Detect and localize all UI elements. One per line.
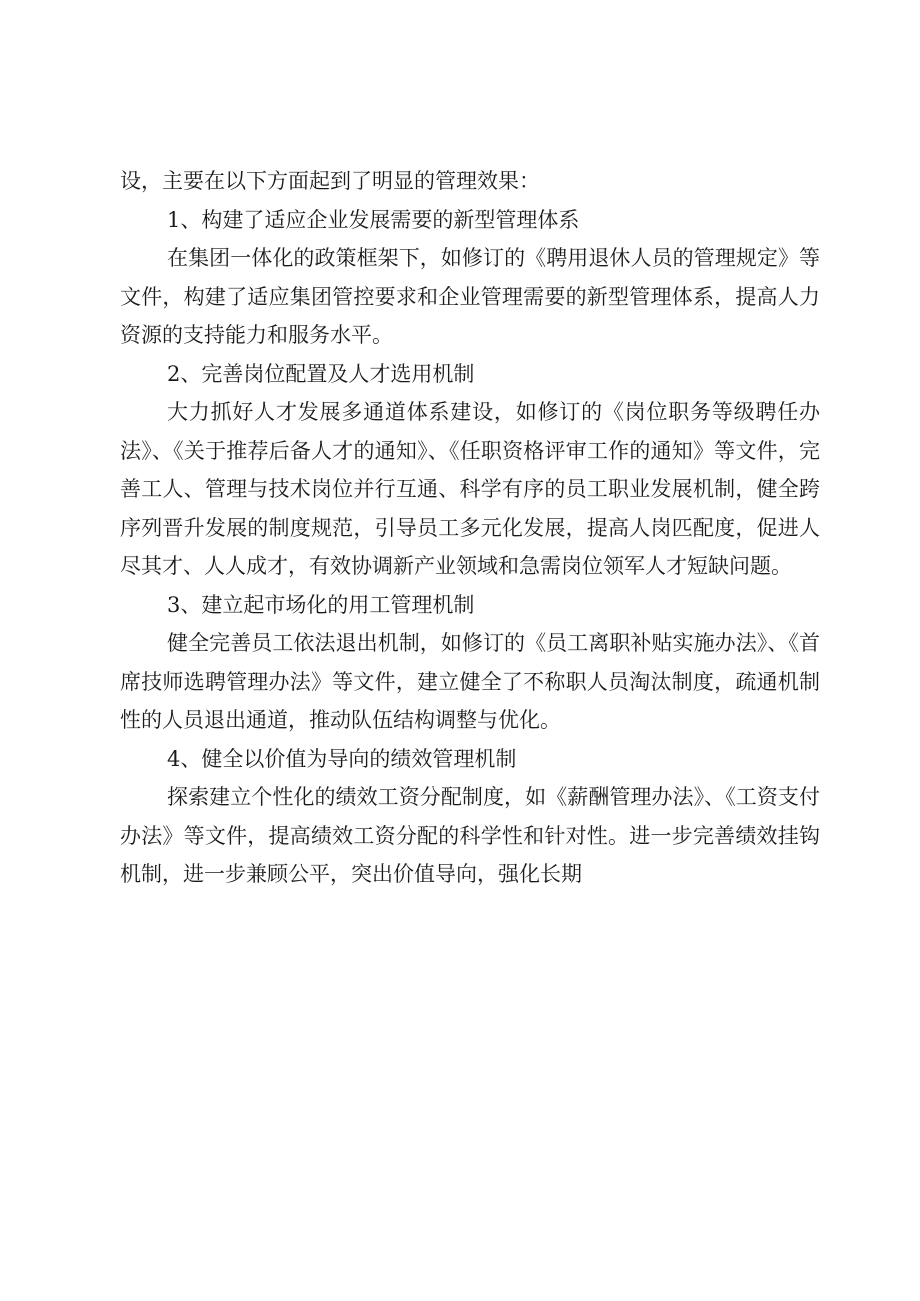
section-heading-1: 1、构建了适应企业发展需要的新型管理体系	[167, 207, 580, 232]
body-paragraph: 探索建立个性化的绩效工资分配制度，如《薪酬管理办法》、《工资支付办法》等文件，提高绩效工资分配的科学性和针对性。进一步完善绩效挂钩机制，进一步兼顾公平，突出价值导向，强化长期	[120, 785, 820, 886]
body-paragraph: 健全完善员工依法退出机制，如修订的《员工离职补贴实施办法》、《首席技师选聘管理办法》等文件，建立健全了不称职人员淘汰制度，疏通机制性的人员退出通道，推动队伍结构调整与优化。	[120, 631, 820, 732]
document-body	[120, 162, 820, 894]
section-heading-3: 3、建立起市场化的用工管理机制	[167, 592, 475, 617]
body-paragraph: 大力抓好人才发展多通道体系建设，如修订的《岗位职务等级聘任办法》、《关于推荐后备人才的通知》、《任职资格评审工作的通知》等文件，完善工人、管理与技术岗位并行互通、科学有序的员工职业发展机制，健全跨序列晋升发展的制度规范，引导员工多元化发展，提高人岗匹配度，促进人尽其才、人人成才，有效协调新产业领域和急需岗位领军人才短缺问题。	[120, 400, 820, 578]
section-heading-2: 2、完善岗位配置及人才选用机制	[167, 361, 475, 386]
body-paragraph: 在集团一体化的政策框架下，如修订的《聘用退休人员的管理规定》等文件，构建了适应集团管控要求和企业管理需要的新型管理体系，提高人力资源的支持能力和服务水平。	[120, 246, 820, 347]
section-heading-4: 4、健全以价值为导向的绩效管理机制	[167, 746, 517, 771]
body-paragraph: 设，主要在以下方面起到了明显的管理效果：	[120, 169, 540, 193]
